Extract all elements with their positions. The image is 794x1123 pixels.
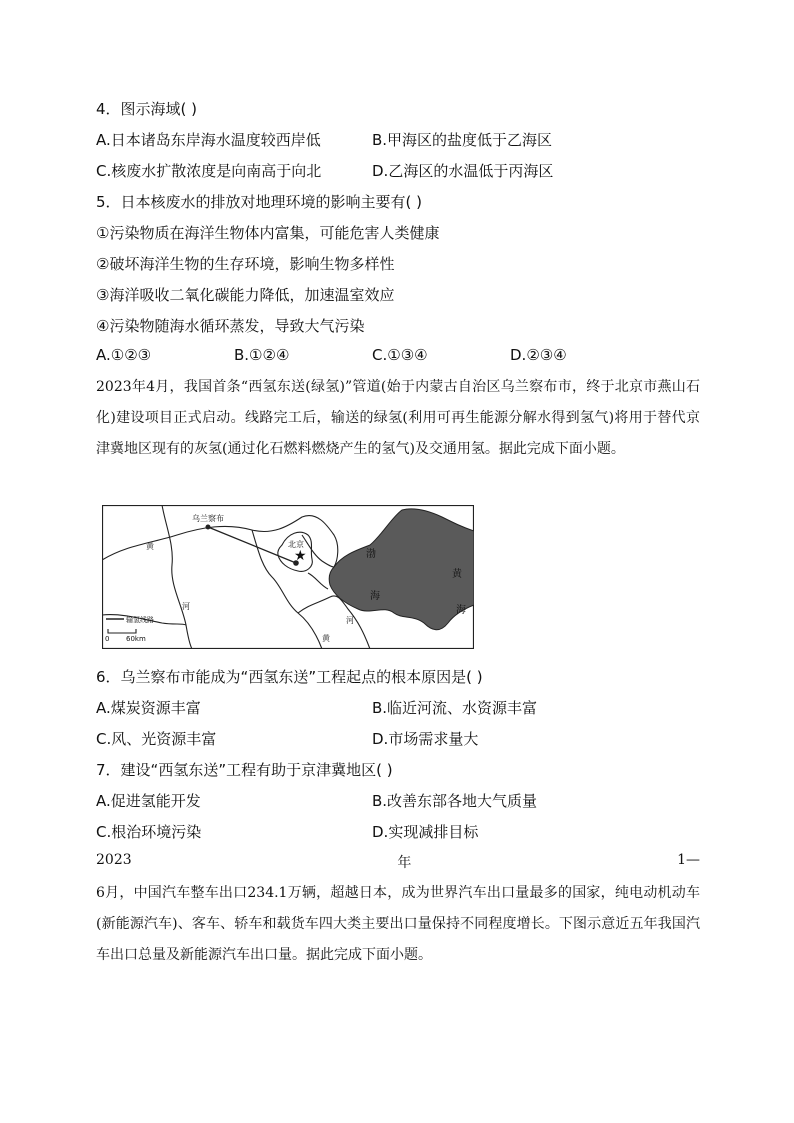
q5-option-a: A.①②③ xyxy=(96,346,152,364)
ulanqab-marker xyxy=(206,525,211,530)
label-huang-2: 黄 xyxy=(322,634,330,643)
q7-option-b: B.改善东部各地大气质量 xyxy=(372,792,538,810)
q5-stem: 5．日本核废水的排放对地理环境的影响主要有( ) xyxy=(96,193,423,211)
label-he-2: 河 xyxy=(346,616,354,625)
passage-exports-range: 1— xyxy=(677,852,700,868)
label-beijing: 北京 xyxy=(288,540,304,549)
passage-exports-body: 6月，中国汽车整车出口234.1万辆，超越日本，成为世界汽车出口量最多的国家，纯电动机动车(新能源汽车)、客车、轿车和载货车四大类主要出口量保持不同程度增长。下图示意近五年我国汽车出口总量及新能源汽车出口量。据此完成下面小题。 xyxy=(96,885,700,963)
q6-option-d: D.市场需求量大 xyxy=(372,730,479,748)
label-he-1: 河 xyxy=(182,602,190,611)
q7-option-a: A.促进氢能开发 xyxy=(96,792,201,810)
q5-item-4: ④污染物随海水循环蒸发，导致大气污染 xyxy=(96,317,365,335)
q5-item-1: ①污染物质在海洋生物体内富集，可能危害人类健康 xyxy=(96,224,440,242)
pipeline-map xyxy=(102,505,474,649)
q6-option-b: B.临近河流、水资源丰富 xyxy=(372,699,538,717)
q4-option-b: B.甲海区的盐度低于乙海区 xyxy=(372,131,553,149)
q5-option-d: D.②③④ xyxy=(510,346,567,364)
q5-item-3: ③海洋吸收二氧化碳能力降低，加速温室效应 xyxy=(96,286,395,304)
q5-item-2: ②破坏海洋生物的生存环境，影响生物多样性 xyxy=(96,255,395,273)
q5-option-b: B.①②④ xyxy=(234,346,290,364)
q7-stem: 7．建设“西氢东送”工程有助于京津冀地区( ) xyxy=(96,761,393,779)
q5-option-c: C.①③④ xyxy=(372,346,428,364)
q6-option-c: C.风、光资源丰富 xyxy=(96,730,217,748)
label-huanghai-hai: 海 xyxy=(456,605,466,616)
q7-option-d: D.实现减排目标 xyxy=(372,823,479,841)
passage-exports-year: 2023 xyxy=(96,852,132,868)
label-bohai-hai: 海 xyxy=(370,591,380,602)
q4-option-a: A.日本诸岛东岸海水温度较西岸低 xyxy=(96,131,321,149)
label-huang-1: 黄 xyxy=(146,542,154,551)
q6-stem: 6．乌兰察布市能成为“西氢东送”工程起点的根本原因是( ) xyxy=(96,668,483,686)
legend-label: 输氢线路 xyxy=(126,616,154,624)
q4-option-c: C.核废水扩散浓度是向南高于向北 xyxy=(96,162,322,180)
passage-hydrogen: 2023年4月，我国首条“西氢东送(绿氢)”管道(始于内蒙古自治区乌兰察布市，终于北京市燕山石化)建设项目正式启动。线路完工后，输送的绿氢(利用可再生能源分解水得到氢气)将用于替代京津冀地区现有的灰氢(通过化石燃料燃烧产生的氢气)及交通用氢。据此完成下面小题。 xyxy=(96,379,700,457)
scale-zero: 0 xyxy=(105,635,110,643)
label-ulanqab: 乌兰察布 xyxy=(192,514,224,523)
q4-stem: 4．图示海域( ) xyxy=(96,100,198,118)
passage-exports-nian: 年 xyxy=(397,855,412,871)
q4-option-d: D.乙海区的水温低于丙海区 xyxy=(372,162,554,180)
beijing-star-icon: ★ xyxy=(294,548,307,564)
q6-option-a: A.煤炭资源丰富 xyxy=(96,699,201,717)
label-bo: 渤 xyxy=(366,549,376,560)
passage-exports-first-line xyxy=(96,852,700,872)
scale-label: 60km xyxy=(126,635,146,643)
label-huang-sea: 黄 xyxy=(452,569,462,580)
q7-option-c: C.根治环境污染 xyxy=(96,823,202,841)
